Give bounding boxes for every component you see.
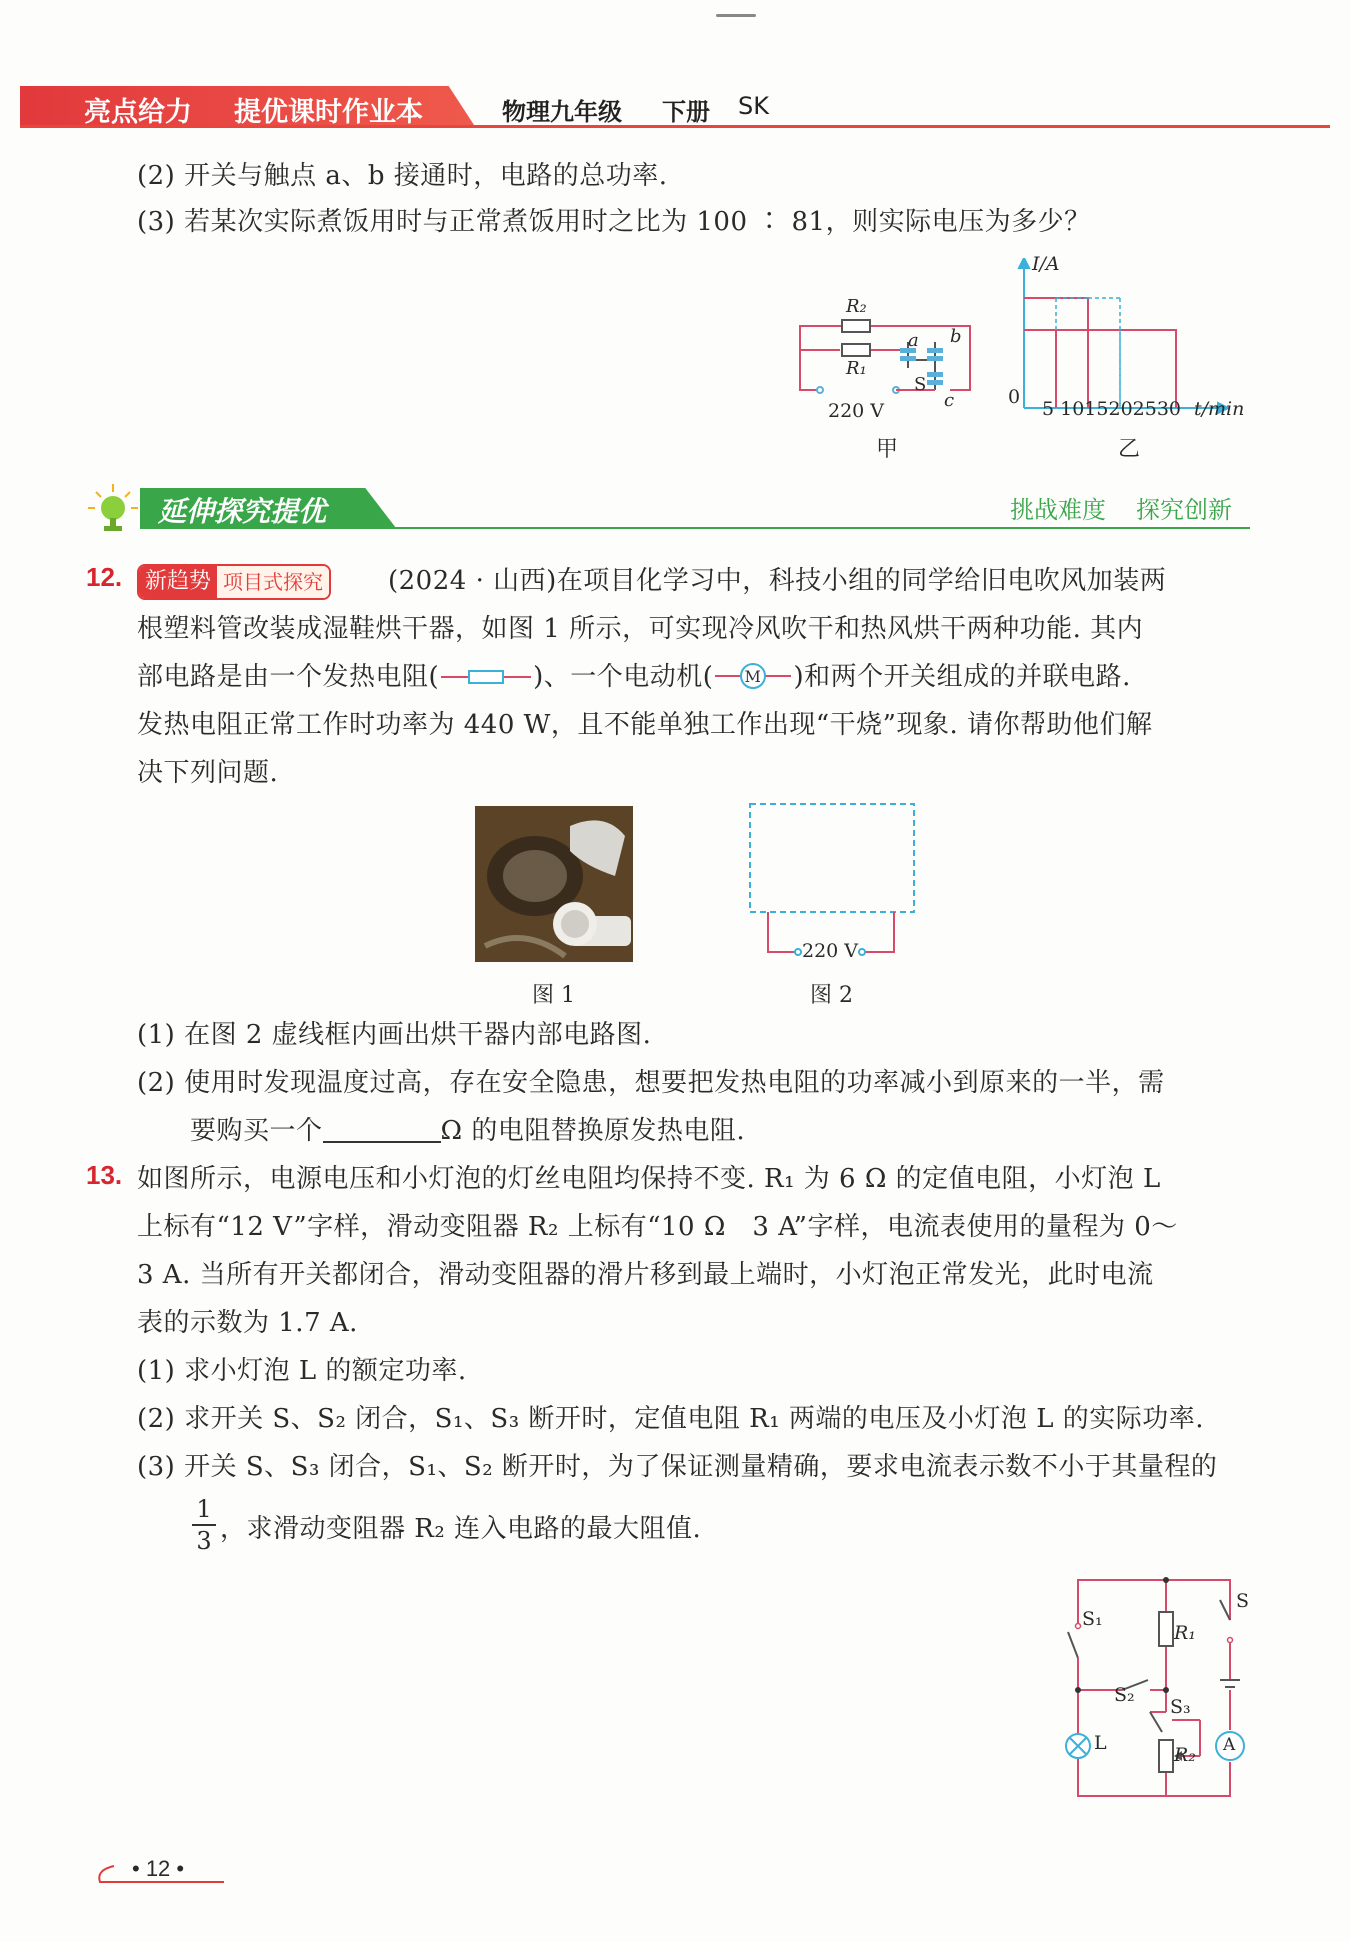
- q12-fig2-voltage: 220 V: [802, 940, 859, 962]
- q11-part3: (3) 若某次实际煮饭用时与正常煮饭用时之比为 100 ∶ 81，则实际电压为多少？: [137, 207, 1091, 237]
- q13-part1: (1) 求小灯泡 L 的额定功率.: [137, 1356, 467, 1386]
- q13-label-R2: R₂: [1174, 1744, 1196, 1766]
- jia-b: b: [950, 326, 962, 347]
- q13-label-S3: S₃: [1170, 1696, 1191, 1718]
- q13-line3: 3 A. 当所有开关都闭合，滑动变阻器的滑片移到最上端时，小灯泡正常发光，此时电流: [137, 1260, 1154, 1290]
- q12-badge: [137, 564, 331, 600]
- jia-voltage: 220 V: [828, 400, 885, 422]
- q13-label-S: S: [1236, 1590, 1250, 1612]
- q13-label-S1: S₁: [1082, 1608, 1103, 1630]
- q12-part1: (1) 在图 2 虚线框内画出烘干器内部电路图.: [137, 1020, 652, 1050]
- q13-number: 13.: [86, 1160, 123, 1190]
- q12-badge-main: 新趋势: [139, 566, 217, 598]
- section-right-b: 探究创新: [1136, 496, 1232, 524]
- q13-part2: (2) 求开关 S、S₂ 闭合，S₁、S₃ 断开时，定值电阻 R₁ 两端的电压及小灯泡 L 的实际功率.: [137, 1404, 1204, 1434]
- page-number: • 12 •: [132, 1856, 185, 1881]
- header-subject: 物理九年级: [502, 98, 622, 126]
- yi-ylabel: I/A: [1032, 253, 1060, 275]
- q12-line3: 部电路是由一个发热电阻( )、一个电动机( M )和两个开关组成的并联电路.: [137, 662, 1131, 692]
- q13-part3b: ，求滑动变阻器 R₂ 连入电路的最大阻值.: [220, 1514, 702, 1544]
- header-volume: 下册: [662, 98, 710, 126]
- q13-line1: 如图所示，电源电压和小灯泡的灯丝电阻均保持不变. R₁ 为 6 Ω 的定值电阻，小灯泡 L: [137, 1164, 1161, 1194]
- q12-number: 12.: [86, 562, 123, 592]
- q12-line5: 决下列问题.: [137, 758, 279, 788]
- q13-part3: (3) 开关 S、S₃ 闭合，S₁、S₂ 断开时，为了保证测量精确，要求电流表示数不小于其量程的: [137, 1452, 1218, 1482]
- q12-line1: (2024 · 山西)在项目化学习中，科技小组的同学给旧电吹风加装两: [388, 566, 1167, 596]
- q13-label-A: A: [1223, 1735, 1236, 1755]
- trophy-icon: [86, 482, 140, 536]
- shoe-dryer-photo: [475, 806, 633, 962]
- header-series-title: 亮点给力: [84, 97, 192, 128]
- jia-S: S: [914, 374, 927, 395]
- jia-a: a: [908, 330, 919, 351]
- resistor-symbol-icon: [439, 666, 533, 688]
- q12-part2b: 要购买一个 Ω 的电阻替换原发热电阻.: [190, 1116, 746, 1146]
- header-book-title: 提优课时作业本: [234, 97, 423, 128]
- jia-R2: R₂: [846, 296, 867, 317]
- q13-line2: 上标有“12 V”字样，滑动变阻器 R₂ 上标有“10 Ω 3 A”字样，电流表使用的量程为 0～: [137, 1212, 1178, 1242]
- q12-line4: 发热电阻正常工作时功率为 440 W，且不能单独工作出现“干烧”现象. 请你帮助他们解: [137, 710, 1153, 740]
- q12-badge-sub: 项目式探究: [217, 566, 329, 598]
- q12-line2: 根塑料管改装成湿鞋烘干器，如图 1 所示，可实现冷风吹干和热风烘干两种功能. 其内: [137, 614, 1144, 644]
- section-right-a: 挑战难度: [1010, 496, 1106, 524]
- q13-fraction: 1 3: [192, 1494, 216, 1556]
- answer-blank[interactable]: [323, 1115, 441, 1143]
- q13-label-L: L: [1094, 1732, 1107, 1754]
- q11-part2: (2) 开关与触点 a、b 接通时，电路的总功率.: [137, 161, 668, 191]
- jia-R1: R₁: [846, 358, 867, 379]
- q13-label-R1: R₁: [1174, 1622, 1196, 1644]
- svg-text:M: M: [745, 667, 762, 686]
- circuit-jia: [790, 290, 1000, 420]
- motor-symbol-icon: [713, 662, 793, 690]
- jia-c: c: [944, 390, 955, 411]
- q13-line4: 表的示数为 1.7 A.: [137, 1308, 358, 1338]
- top-mark: [716, 14, 756, 17]
- q12-fig1-caption: 图 1: [532, 983, 575, 1008]
- yi-caption: 乙: [1118, 437, 1141, 462]
- yi-xticks: 5 1015202530: [1042, 398, 1182, 420]
- jia-caption: 甲: [876, 437, 899, 462]
- yi-origin: 0: [1008, 386, 1021, 408]
- header-edition: SK: [738, 92, 769, 120]
- graph-yi: [1010, 258, 1230, 418]
- q13-label-S2: S₂: [1114, 1684, 1135, 1706]
- circuit-q13: [1050, 1570, 1250, 1810]
- q12-part2a: (2) 使用时发现温度过高，存在安全隐患，想要把发热电阻的功率减小到原来的一半，需: [137, 1068, 1165, 1098]
- q12-fig2-caption: 图 2: [810, 983, 853, 1008]
- section-title: 延伸探究提优: [158, 495, 327, 528]
- yi-xlabel: t/min: [1194, 398, 1245, 420]
